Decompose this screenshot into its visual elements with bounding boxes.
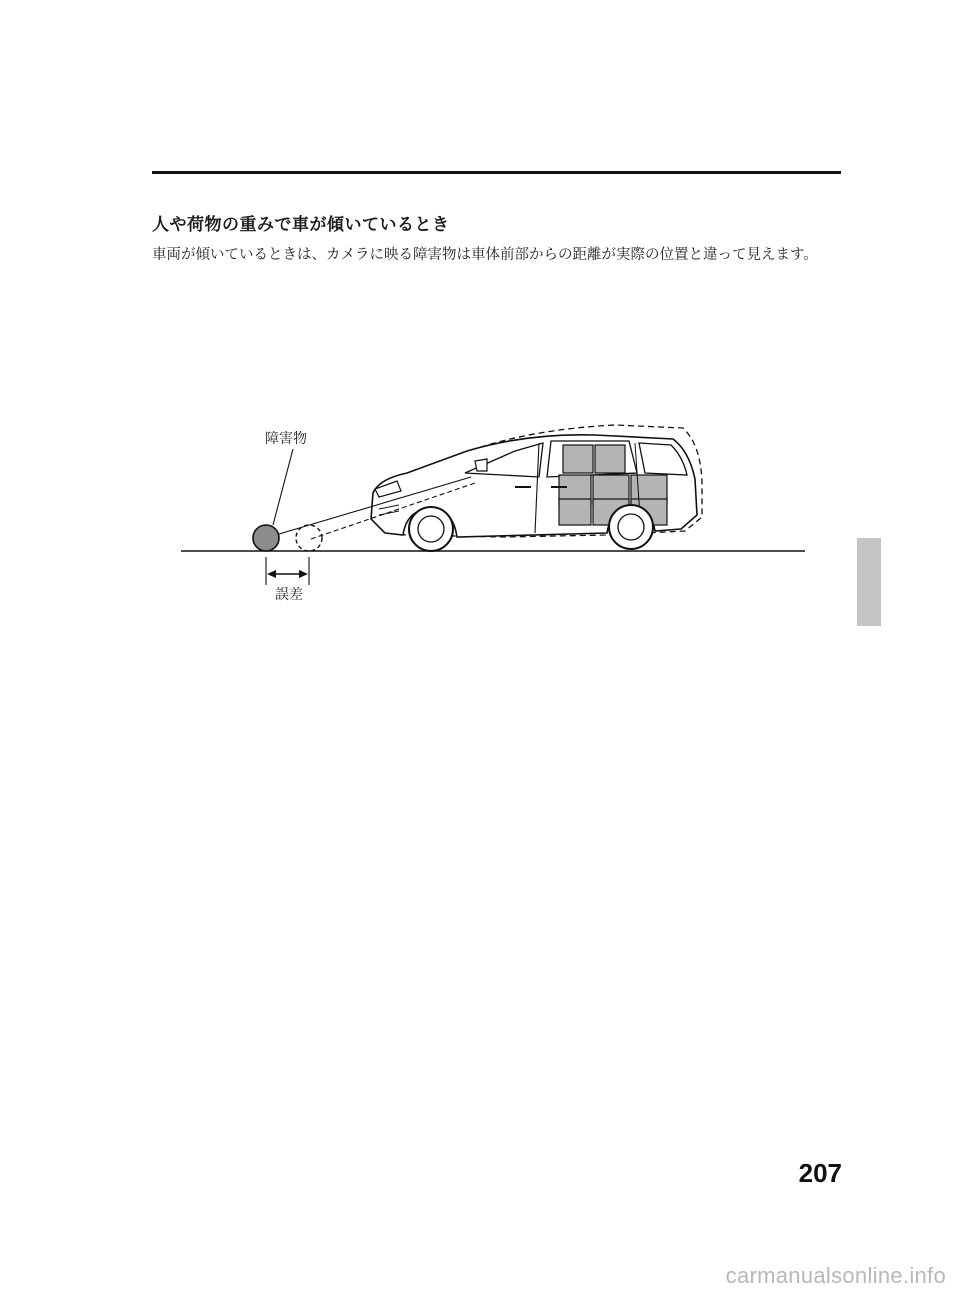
obstacle-label: 障害物 [265,431,307,447]
rear-wheel [609,505,653,549]
chapter-side-tab [857,538,881,626]
watermark: carmanualsonline.info [725,1263,946,1288]
top-rule [152,171,841,174]
side-mirror [475,459,487,471]
section-title: 人や荷物の重みで車が傾いているとき [152,215,450,235]
tilted-vehicle-illustration [175,415,815,610]
page-number: 207 [798,1158,842,1188]
obstacle-actual [253,525,279,551]
front-wheel [409,507,453,551]
obstacle-apparent [296,525,322,551]
error-label: 誤差 [275,587,303,603]
section-body-text: 車両が傾いているときは、カメラに映る障害物は車体前部からの距離が実際の位置と違って見えます。 [152,247,818,263]
